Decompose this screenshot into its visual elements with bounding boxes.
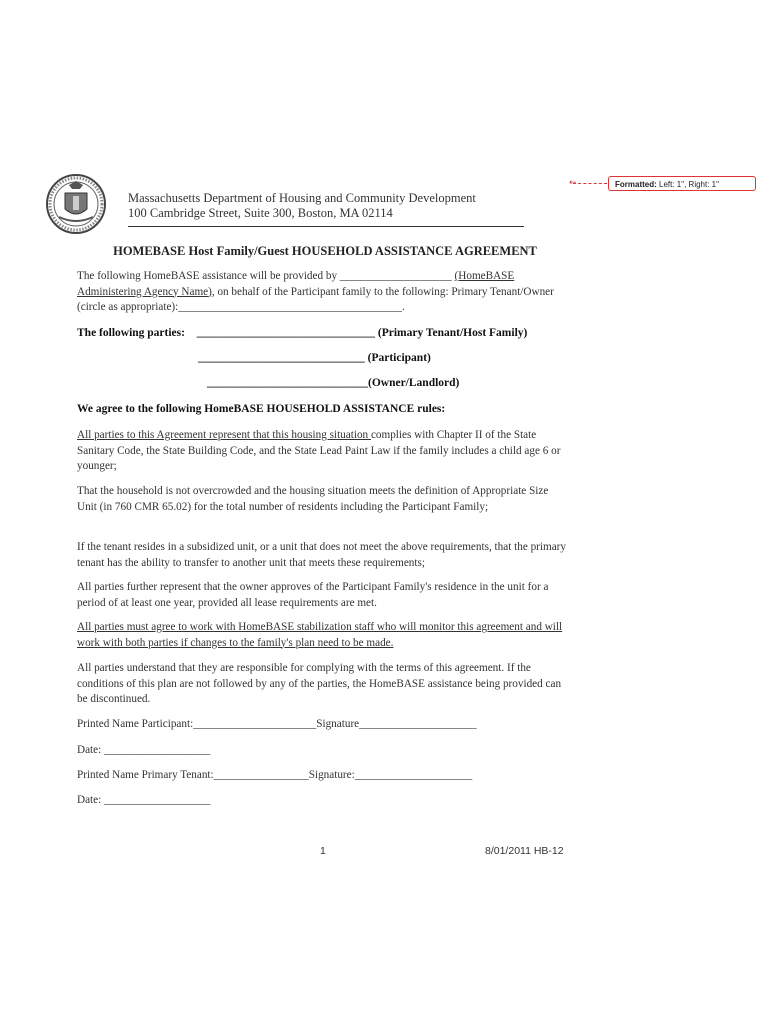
- rule-1-text: complies with Chapter II of the State Sanitary Code, the State Building Code, and the State Lead Paint Law if the family includes a child age 6 or younger;: [77, 429, 561, 472]
- form-code: 8/01/2011 HB-12: [485, 845, 564, 857]
- header-rule: [128, 226, 524, 227]
- parties-row-1: [77, 326, 567, 342]
- comment-label: Formatted:: [615, 180, 657, 189]
- comment-connector: [573, 183, 607, 184]
- org-address: 100 Cambridge Street, Suite 300, Boston, MA 02114: [128, 206, 393, 220]
- rule-6: All parties understand that they are responsible for complying with the terms of this agreement. If the conditions of this plan are not followed by any of the parties, the HomeBASE assistance being provided can be discontinued.: [77, 662, 562, 705]
- intro-text-1: The following HomeBASE assistance will be provided by: [77, 270, 340, 282]
- intro-text-2: , on behalf of the Participant family to the following: Primary Tenant/Owner (circle as appropriate):: [77, 285, 554, 313]
- owner-landlord-blank: ____________________________(Owner/Landlord): [207, 377, 460, 389]
- tenant-date-line: Date: ___________________: [77, 794, 211, 806]
- rule-5: All parties must agree to work with HomeBASE stabilization staff who will monitor this agreement and will work with both parties if changes to the family's plan need to be made.: [77, 621, 563, 649]
- intro-paragraph: [77, 269, 567, 316]
- participant-blank: _____________________________ (Participant): [198, 352, 431, 364]
- rule-1-underlined: All parties to this Agreement represent that this housing situation: [77, 429, 371, 441]
- rule-2: That the household is not overcrowded and the housing situation meets the definition of Appropriate Size Unit (in 760 CMR 65.02) for the total number of residents including the Participant Family;: [77, 485, 549, 513]
- tenant-signature-line: Printed Name Primary Tenant:_________________Signature:_____________________: [77, 769, 473, 781]
- org-name: Massachusetts Department of Housing and Community Development: [128, 191, 476, 205]
- agree-heading: We agree to the following HomeBASE HOUSEHOLD ASSISTANCE rules:: [77, 403, 446, 415]
- primary-tenant-blank: _______________________________ (Primary Tenant/Host Family): [196, 327, 528, 339]
- agency-name-label: (HomeBASE Administering Agency Name): [77, 270, 515, 298]
- parties-label: The following parties:: [77, 327, 185, 339]
- document-title: HOMEBASE Host Family/Guest HOUSEHOLD ASSISTANCE AGREEMENT: [113, 244, 537, 258]
- participant-date-line: Date: ___________________: [77, 744, 211, 756]
- rule-4: All parties further represent that the owner approves of the Participant Family's residence in the unit for a period of at least one year, provided all lease requirements are met.: [77, 581, 549, 609]
- format-comment-balloon[interactable]: [608, 176, 756, 191]
- agency-blank: ____________________: [339, 270, 452, 282]
- page-number: 1: [320, 845, 326, 857]
- rule-1: [77, 428, 567, 475]
- comment-text: Left: 1", Right: 1": [659, 180, 719, 189]
- intro-period: .: [402, 301, 405, 313]
- massachusetts-seal-icon: [45, 173, 107, 235]
- comment-arrow-icon: ←: [569, 178, 577, 188]
- rule-3: If the tenant resides in a subsidized unit, or a unit that does not meet the above requirements, that the primary tenant has the ability to transfer to another unit that meets these requirements;: [77, 541, 566, 569]
- tenant-owner-blank: ________________________________________: [178, 301, 403, 313]
- participant-signature-line: Printed Name Participant:______________________Signature_____________________: [77, 718, 477, 730]
